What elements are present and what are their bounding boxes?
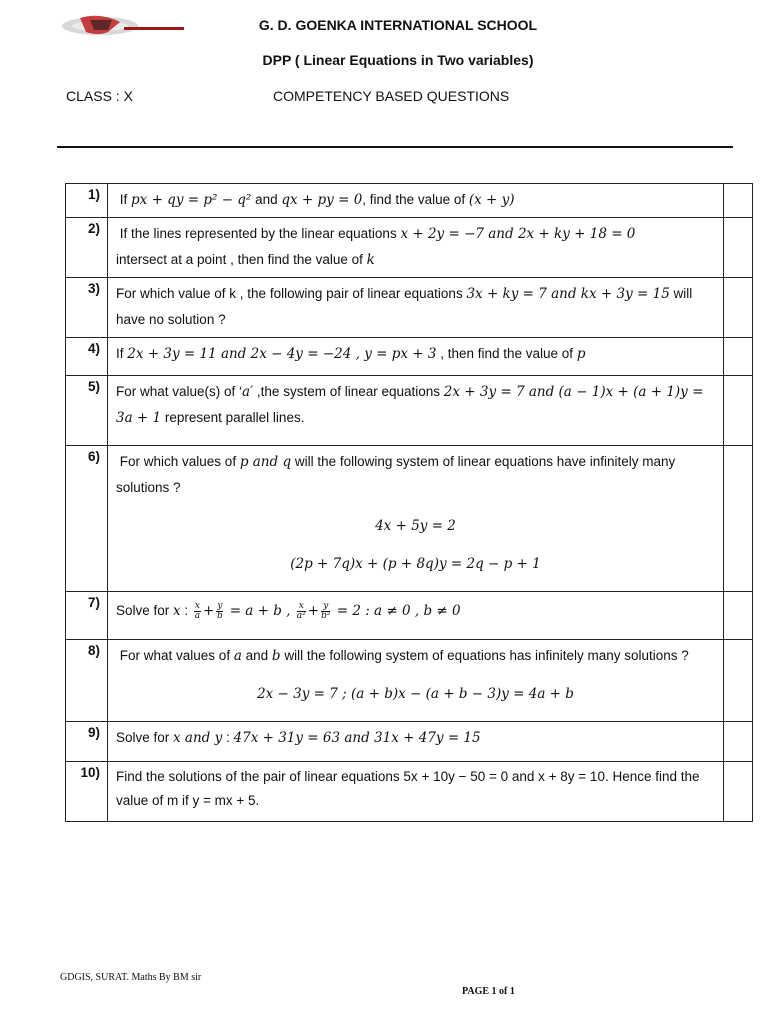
question-row: [66, 376, 753, 446]
answer-cell: [724, 762, 753, 822]
competency-heading: COMPETENCY BASED QUESTIONS: [273, 88, 510, 104]
question-text: Find the solutions of the pair of linear equations 5x + 10y − 50 = 0 and x + 8y = 10. Hence find the value of m if y = mx + 5.: [108, 762, 724, 822]
answer-cell: [724, 338, 753, 376]
question-row: [66, 184, 753, 218]
question-row: [66, 446, 753, 592]
question-row: [66, 722, 753, 762]
question-text: Solve for x : $\frac{x}{a}$ + $\frac{y}{b}$ = a + b , $\frac{x}{\text{a²}}$ + $\frac{y}{\text{b²}}$ = 2 : a ≠ 0 , b ≠ 0: [108, 592, 724, 640]
answer-cell: [724, 640, 753, 722]
question-number: 10): [66, 762, 108, 822]
question-text: For which value of k , the following pair of linear equations 3x + ky = 7 and kx + 3y = 15 will have no solution ?: [108, 278, 724, 338]
question-row: [66, 592, 753, 640]
answer-cell: [724, 446, 753, 592]
question-text: For what value(s) of ‘a′ ,the system of linear equations 2x + 3y = 7 and (a − 1)x + (a + 1)y = 3a + 1 represent parallel lines.: [108, 376, 724, 446]
answer-cell: [724, 376, 753, 446]
question-text: If px + qy = p² − q² and qx + py = 0, find the value of (x + y): [108, 184, 724, 218]
equation: 4x + 5y = 2: [375, 518, 456, 534]
footer-credit: GDGIS, SURAT. Maths By BM sir: [60, 972, 202, 983]
question-number: 3): [66, 278, 108, 338]
answer-cell: [724, 592, 753, 640]
question-row: [66, 218, 753, 278]
fraction: $\frac{y}{b}$: [216, 600, 223, 621]
answer-cell: [724, 184, 753, 218]
fraction: $\frac{x}{a}$: [194, 600, 201, 621]
question-number: 8): [66, 640, 108, 722]
equation: (2p + 7q)x + (p + 8q)y = 2q − p + 1: [290, 556, 541, 572]
question-text: If 2x + 3y = 11 and 2x − 4y = −24 , y = px + 3 , then find the value of p: [108, 338, 724, 376]
question-number: 1): [66, 184, 108, 218]
dpp-title: DPP ( Linear Equations in Two variables): [262, 52, 534, 68]
question-number: 2): [66, 218, 108, 278]
questions-table: [65, 183, 753, 822]
question-text: If the lines represented by the linear equations x + 2y = −7 and 2x + ky + 18 = 0 intersect at a point , then find the value of k: [108, 218, 724, 278]
question-text: For what values of a and b will the following system of equations has infinitely many solutions ? 2x − 3y = 7 ; (a + b)x − (a + b − 3)y = 4a + b: [108, 640, 724, 722]
fraction: $\frac{x}{\text{a²}}$: [296, 600, 306, 621]
question-row: [66, 762, 753, 822]
question-number: 5): [66, 376, 108, 446]
question-number: 4): [66, 338, 108, 376]
equation: 2x − 3y = 7 ; (a + b)x − (a + b − 3)y = 4a + b: [257, 686, 574, 702]
question-number: 7): [66, 592, 108, 640]
question-row: [66, 278, 753, 338]
question-text: Solve for x and y : 47x + 31y = 63 and 31x + 47y = 15: [108, 722, 724, 762]
class-label: CLASS : X: [66, 88, 133, 104]
question-row: [66, 640, 753, 722]
question-text: For which values of p and q will the following system of linear equations have infinitely many solutions ? 4x + 5y = 2 (2p + 7q)x + (p + 8q)y = 2q − p + 1: [108, 446, 724, 592]
question-number: 6): [66, 446, 108, 592]
page-number: PAGE 1 of 1: [462, 986, 515, 997]
question-row: [66, 338, 753, 376]
answer-cell: [724, 278, 753, 338]
header-divider: [57, 146, 733, 148]
question-number: 9): [66, 722, 108, 762]
answer-cell: [724, 218, 753, 278]
fraction: $\frac{y}{\text{b²}}$: [321, 600, 331, 621]
answer-cell: [724, 722, 753, 762]
school-name: G. D. GOENKA INTERNATIONAL SCHOOL: [258, 17, 538, 33]
